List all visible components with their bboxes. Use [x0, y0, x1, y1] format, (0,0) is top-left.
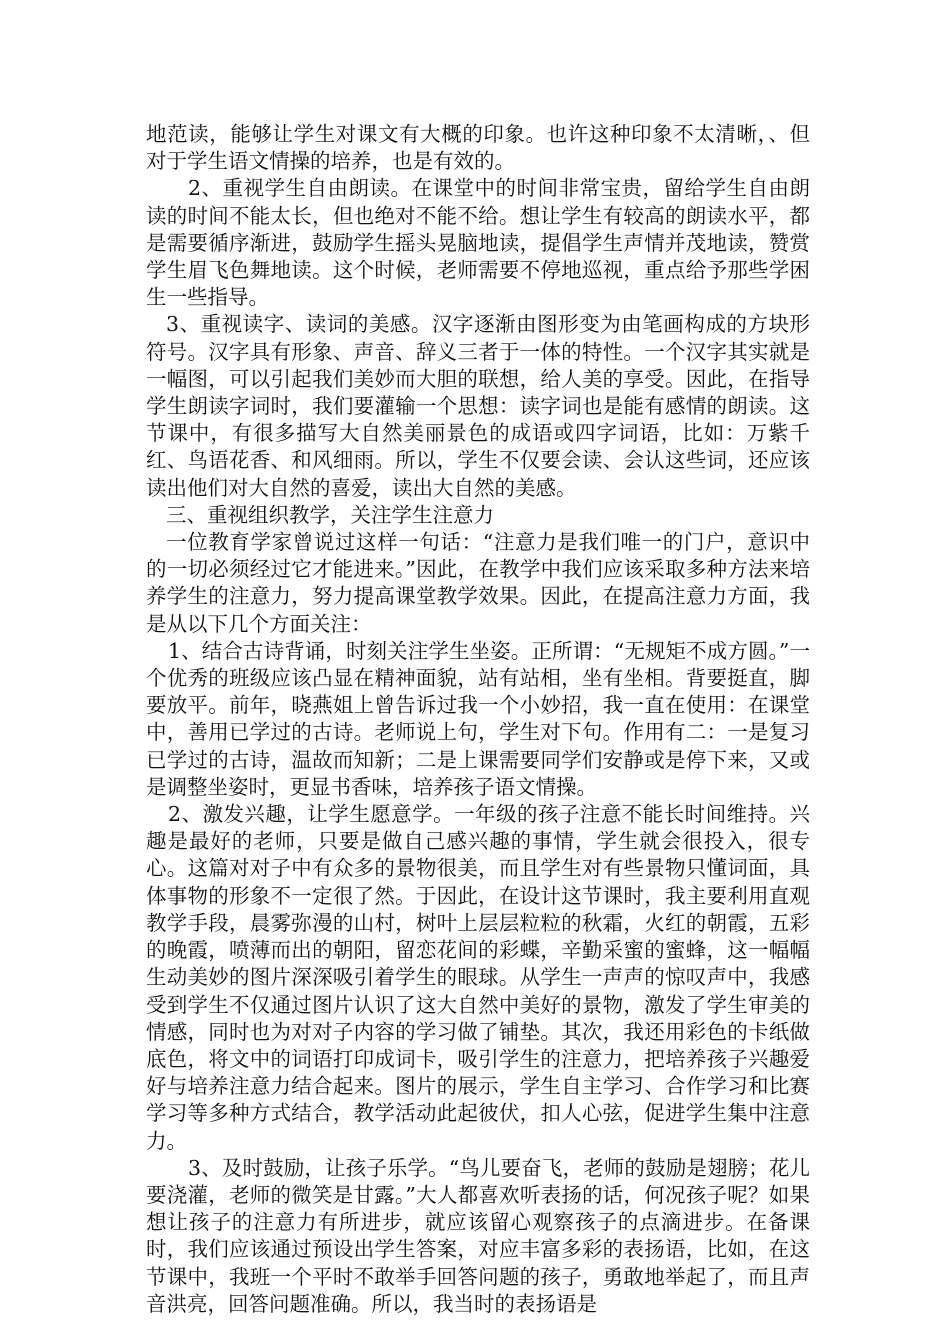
paragraph-7: 2、激发兴趣，让学生愿意学。一年级的孩子注意不能长时间维持。兴趣是最好的老师，只要是做自己感兴趣的事情，学生就会很投入，很专心。这篇对对子中有众多的景物很美，而且学生对有些景物只懂词面，具体事物的形象不一定很了然。于因此，在设计这节课时，我主要利用直观教学手段，晨雾弥漫的山村，树叶上层层粒粒的秋霜，火红的朝霞，五彩的晚霞，喷薄而出的朝阳，留恋花间的彩蝶，辛勤采蜜的蜜蜂，这一幅幅生动美妙的图片深深吸引着学生的眼球。从学生一声声的惊叹声中，我感受到学生不仅通过图片认识了这大自然中美好的景物，激发了学生审美的情感，同时也为对对子内容的学习做了铺垫。其次，我还用彩色的卡纸做底色，将文中的词语打印成词卡，吸引学生的注意力，把培养孩子兴趣爱好与培养注意力结合起来。图片的展示，学生自主学习、合作学习和比赛学习等多种方式结合，教学活动此起彼伏，扣人心弦，促进学生集中注意力。	[146, 802, 810, 1153]
paragraph-5: 一位教育学家曾说过这样一句话：“注意力是我们唯一的门户，意识中的一切必须经过它才能进来。”因此，在教学中我们应该采取多种方法来培养学生的注意力，努力提高课堂教学效果。因此，在提高注意力方面，我是从以下几个方面关注：	[146, 530, 810, 636]
paragraph-2: 2、重视学生自由朗读。在课堂中的时间非常宝贵，留给学生自由朗读的时间不能太长，但也绝对不能不给。想让学生有较高的朗读水平，都是需要循序渐进，鼓励学生摇头晃脑地读，提倡学生声情并茂地读，赞赏学生眉飞色舞地读。这个时候，老师需要不停地巡视，重点给予那些学困生一些指导。	[146, 176, 810, 310]
paragraph-6: 1、结合古诗背诵，时刻关注学生坐姿。正所谓：“无规矩不成方圆。”一个优秀的班级应该凸显在精神面貌，站有站相，坐有坐相。背要挺直，脚要放平。前年，晓燕姐上曾告诉过我一个小妙招，我一直在使用：在课堂中，善用已学过的古诗。老师说上句，学生对下句。作用有二：一是复习已学过的古诗，温故而知新；二是上课需要同学们安静或是停下来，又或是调整坐姿时，更显书香味，培养孩子语文情操。	[146, 638, 810, 799]
paragraph-8: 3、及时鼓励，让孩子乐学。“鸟儿要奋飞，老师的鼓励是翅膀；花儿要浇灌，老师的微笑是甘露。”大人都喜欢听表扬的话，何况孩子呢？如果想让孩子的注意力有所进步，就应该留心观察孩子的点滴进步。在备课时，我们应该通过预设出学生答案，对应丰富多彩的表扬语，比如，在这节课中，我班一个平时不敢举手回答问题的孩子，勇敢地举起了，而且声音洪亮，回答问题准确。所以，我当时的表扬语是	[146, 1155, 810, 1316]
paragraph-3: 3、重视读字、读词的美感。汉字逐渐由图形变为由笔画构成的方块形符号。汉字具有形象、声音、辞义三者于一体的特性。一个汉字其实就是一幅图，可以引起我们美妙而大胆的联想，给人美的享受。因此，在指导学生朗读字词时，我们要灌输一个思想：读字词也是能有感情的朗读。这节课中，有很多描写大自然美丽景色的成语或四字词语，比如：万紫千红、鸟语花香、和风细雨。所以，学生不仅要会读、会认这些词，还应该读出他们对大自然的喜爱，读出大自然的美感。	[146, 312, 810, 500]
section-heading: 三、重视组织教学，关注学生注意力	[166, 502, 494, 527]
paragraph-1: 地范读，能够让学生对课文有大概的印象。也许这种印象不太清晰，、但对于学生语文情操的培养，也是有效的。	[146, 122, 810, 174]
document-body	[146, 121, 810, 1318]
